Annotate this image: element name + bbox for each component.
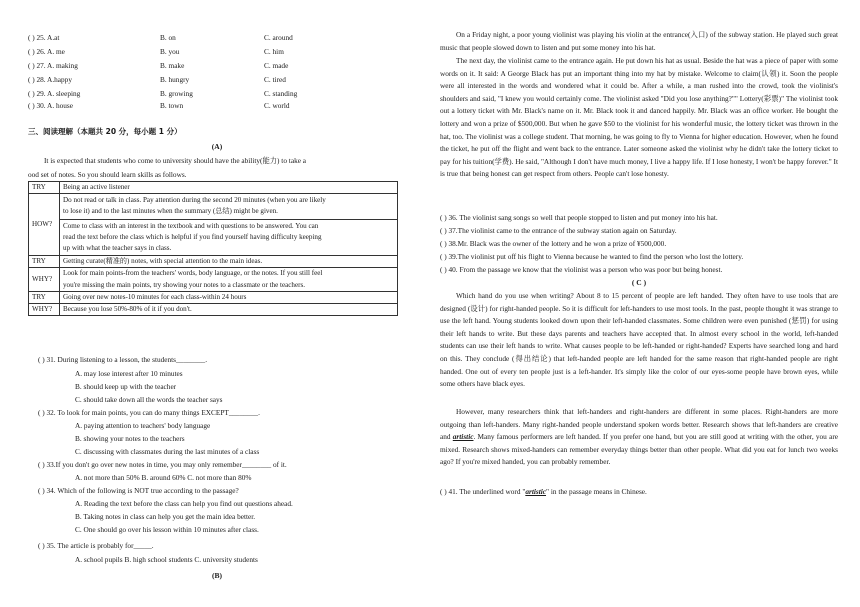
table-row: [29, 194, 398, 256]
option-number: ( ) 28. A.happy: [28, 75, 72, 84]
paragraph-text: . Many famous performers are left handed. If you prefer one hand, but you are still good at writing with the other, you are mixed. Research shows mixed-handers can remember everyday things better than other people. What did you eat for lunch two weeks ago? If you're mixed handed, you can probably remember.: [440, 432, 838, 467]
option-c: C. standing: [264, 89, 298, 98]
true-false-question: ( ) 36. The violinist sang songs so well that people stopped to listen and put money into his hat.: [440, 213, 718, 222]
option-number: ( ) 25. A.at: [28, 33, 60, 42]
question-option: B. Taking notes in class can help you get the main idea better.: [75, 512, 256, 521]
question-stem: ( ) 34. Which of the following is NOT true according to the passage?: [38, 486, 239, 495]
table-value: [60, 291, 398, 303]
table-row: [29, 182, 398, 194]
question-option: C. One should go over his lesson within 10 minutes after class.: [75, 525, 259, 534]
question-option: A. Reading the text before the class can help you find out questions ahead.: [75, 499, 293, 508]
table-key: WHY?: [29, 268, 60, 291]
table-value: [60, 194, 398, 256]
table-key: WHY?: [29, 304, 60, 316]
table-value: [60, 268, 398, 291]
option-c: C. around: [264, 33, 293, 42]
passage-c-paragraph: Which hand do you use when writing? About 8 to 15 percent of people are left handed. They often have to use tools that are designed (设计) for right-handed people. So it is difficult for left-handers to use most tools. In the past, people thought it was strange to use the left hand. Young students looked down upon their left-handed classmates. Some children were even punished (惩罚) for using their left hands to write. But these days parents and teachers have accepted that. In almost every school in the world, left-handed students can use their left hands to write. What causes people to be left-handed or right-handed? Experts have searched long and hard on this. They conclude (得出结论) that left-handed people are left handed for the same reason that right-handed people are right handed. One out of every ten people just is a left-hander. It's simply like the color of our eyes-some people have brown eyes, while some others have black eyes.: [440, 291, 838, 389]
table-line: Going over new notes-10 minutes for each class-within 24 hours: [63, 292, 247, 301]
table-line: to lose it) and to the last minutes when the summary (总结) might be given.: [63, 207, 278, 216]
table-value: [60, 182, 398, 194]
option-c: C. made: [264, 61, 289, 70]
option-b: B. make: [160, 61, 185, 70]
option-b: B. town: [160, 101, 184, 110]
table-row: [29, 304, 398, 316]
option-c: C. world: [264, 101, 290, 110]
option-b: B. growing: [160, 89, 193, 98]
true-false-question: ( ) 39.The violinist put off his flight to Vienna because he wanted to find the person who lost the lottery.: [440, 252, 744, 261]
section-heading: 三、阅读理解（本题共 20 分，每小题 1 分）: [28, 127, 182, 136]
passage-a-intro: ood set of notes. So you should learn skills as follows.: [28, 170, 187, 179]
table-line: Being an active listener: [63, 183, 130, 191]
table-key: TRY: [29, 291, 60, 303]
option-b: B. hungry: [160, 75, 190, 84]
table-line: read the text before the class which is helpful if you find yourself having difficulty keeping: [63, 232, 322, 241]
question-option: B. showing your notes to the teachers: [75, 434, 185, 443]
passage-b-paragraph: On a Friday night, a poor young violinist was playing his violin at the entrance(入口) of the subway station. He played such great music that people slowed down to listen and put some money into his hat.: [440, 30, 838, 52]
table-value: [60, 304, 398, 316]
question-41: [440, 487, 647, 496]
question-option: A. paying attention to teachers' body language: [75, 421, 211, 430]
passage-c-paragraph: [440, 406, 838, 469]
question-stem: ( ) 31. During listening to a lesson, the students________.: [38, 355, 208, 364]
question-stem: ( ) 32. To look for main points, you can do many things EXCEPT________.: [38, 408, 260, 417]
option-c: C. him: [264, 47, 284, 56]
passage-b-paragraph: The next day, the violinist came to the entrance again. He put down his hat as usual. Beside the hat was a piece of paper with some words on it. It said: A George Black has put an important thing into my hat by mistake. Welcome to claim(认领) it. Soon the people were all interested in the words and wondered what it could be. After a while, a man rushed into the crowd, took the violinist's shoulders and said, "I knew you would certainly come. The violinist asked "Did you lose anything?"" Lottery(彩票)" The violinist took out a lottery ticket with Mr. Black's name on it. Mr. Black took it and danced happily. Mr. Black was an office worker. He bought the lottery and won a prize of $500,000. But when he gave $50 to the violinist for his wonderful music, the lottery ticket was thrown in the hat, too. The violinist was a college student. That morning, he was going to fly to Vienna for higher education. However, when he found the ticket, he put off the flight and went back to the entrance. Later someone asked the violinist why he didn't take the lottery ticket to pay for his tuition(学费). He said, "Although I don't have much money, I live a happy life. If I lose honesty, I won't be happy forever." It is true that being honest can get respect from others. People can't lose honesty.: [440, 56, 838, 179]
question-option: B. should keep up with the teacher: [75, 382, 177, 391]
question-option: C. discussing with classmates during the last minutes of a class: [75, 447, 260, 456]
table-value: [60, 256, 398, 268]
question-option: A. not more than 50% B. around 60% C. not more than 80%: [75, 473, 252, 482]
question-option: A. may lose interest after 10 minutes: [75, 369, 183, 378]
option-number: ( ) 26. A. me: [28, 47, 65, 56]
table-key: TRY: [29, 182, 60, 194]
question-text: ( ) 41. The underlined word ": [440, 487, 526, 496]
table-line: Look for main points-from the teachers' words, body language, or the notes. If you still feel: [63, 269, 323, 278]
skills-table: [28, 181, 398, 316]
table-key: TRY: [29, 256, 60, 268]
option-number: ( ) 29. A. sleeping: [28, 89, 81, 98]
table-subcell: [60, 194, 397, 219]
table-line: you're missing the main points, try showing your notes to a classmate or the teachers.: [63, 280, 306, 289]
question-text: " in the passage means in Chinese.: [546, 487, 647, 496]
table-key: HOW?: [29, 194, 60, 256]
table-row: [29, 291, 398, 303]
question-option: A. school pupils B. high school students C. university students: [75, 555, 258, 564]
true-false-question: ( ) 40. From the passage we know that the violinist was a person who was poor but being honest.: [440, 265, 723, 274]
table-line: Because you lose 50%-80% of it if you don't.: [63, 305, 192, 314]
passage-c-label: ( C ): [631, 278, 647, 287]
option-b: B. on: [160, 33, 176, 42]
option-number: ( ) 30. A. house: [28, 101, 73, 110]
question-stem: ( ) 33.If you don't go over new notes in time, you may only remember________ of it.: [38, 460, 287, 469]
question-stem: ( ) 35. The article is probably for_____.: [38, 541, 154, 550]
table-row: [29, 256, 398, 268]
table-line: Come to class with an interest in the textbook and with questions to be answered. You can: [63, 221, 319, 230]
table-line: up with what the teacher says in class.: [63, 244, 172, 253]
option-b: B. you: [160, 47, 180, 56]
table-line: Do not read or talk in class. Pay attention during the second 20 minutes (when you are likely: [63, 196, 326, 205]
passage-a-intro: It is expected that students who come to university should have the ability(能力) to take a: [44, 156, 307, 165]
question-option: C. should take down all the words the teacher says: [75, 395, 223, 404]
table-row: [29, 268, 398, 291]
passage-b-label: (B): [212, 571, 222, 580]
table-line: Getting curate(精准的) notes, with special attention to the main ideas.: [63, 257, 263, 266]
true-false-question: ( ) 38.Mr. Black was the owner of the lottery and he won a prize of ¥500,000.: [440, 239, 667, 248]
passage-a-label: (A): [211, 142, 223, 151]
underlined-word: artistic: [525, 487, 547, 496]
table-subcell: [60, 220, 397, 256]
true-false-question: ( ) 37.The violinist came to the entrance of the subway station again on Saturday.: [440, 226, 677, 235]
option-number: ( ) 27. A. making: [28, 61, 78, 70]
option-c: C. tired: [264, 75, 286, 84]
underlined-word: artistic: [452, 432, 474, 442]
paragraph-text: However, many researchers think that left-handers and right-handers are different in some places. Right-handers are more outgoing than left-handers. Many right-handed people understand spoken words better. Research shows that left-handers are creative and: [440, 407, 838, 442]
